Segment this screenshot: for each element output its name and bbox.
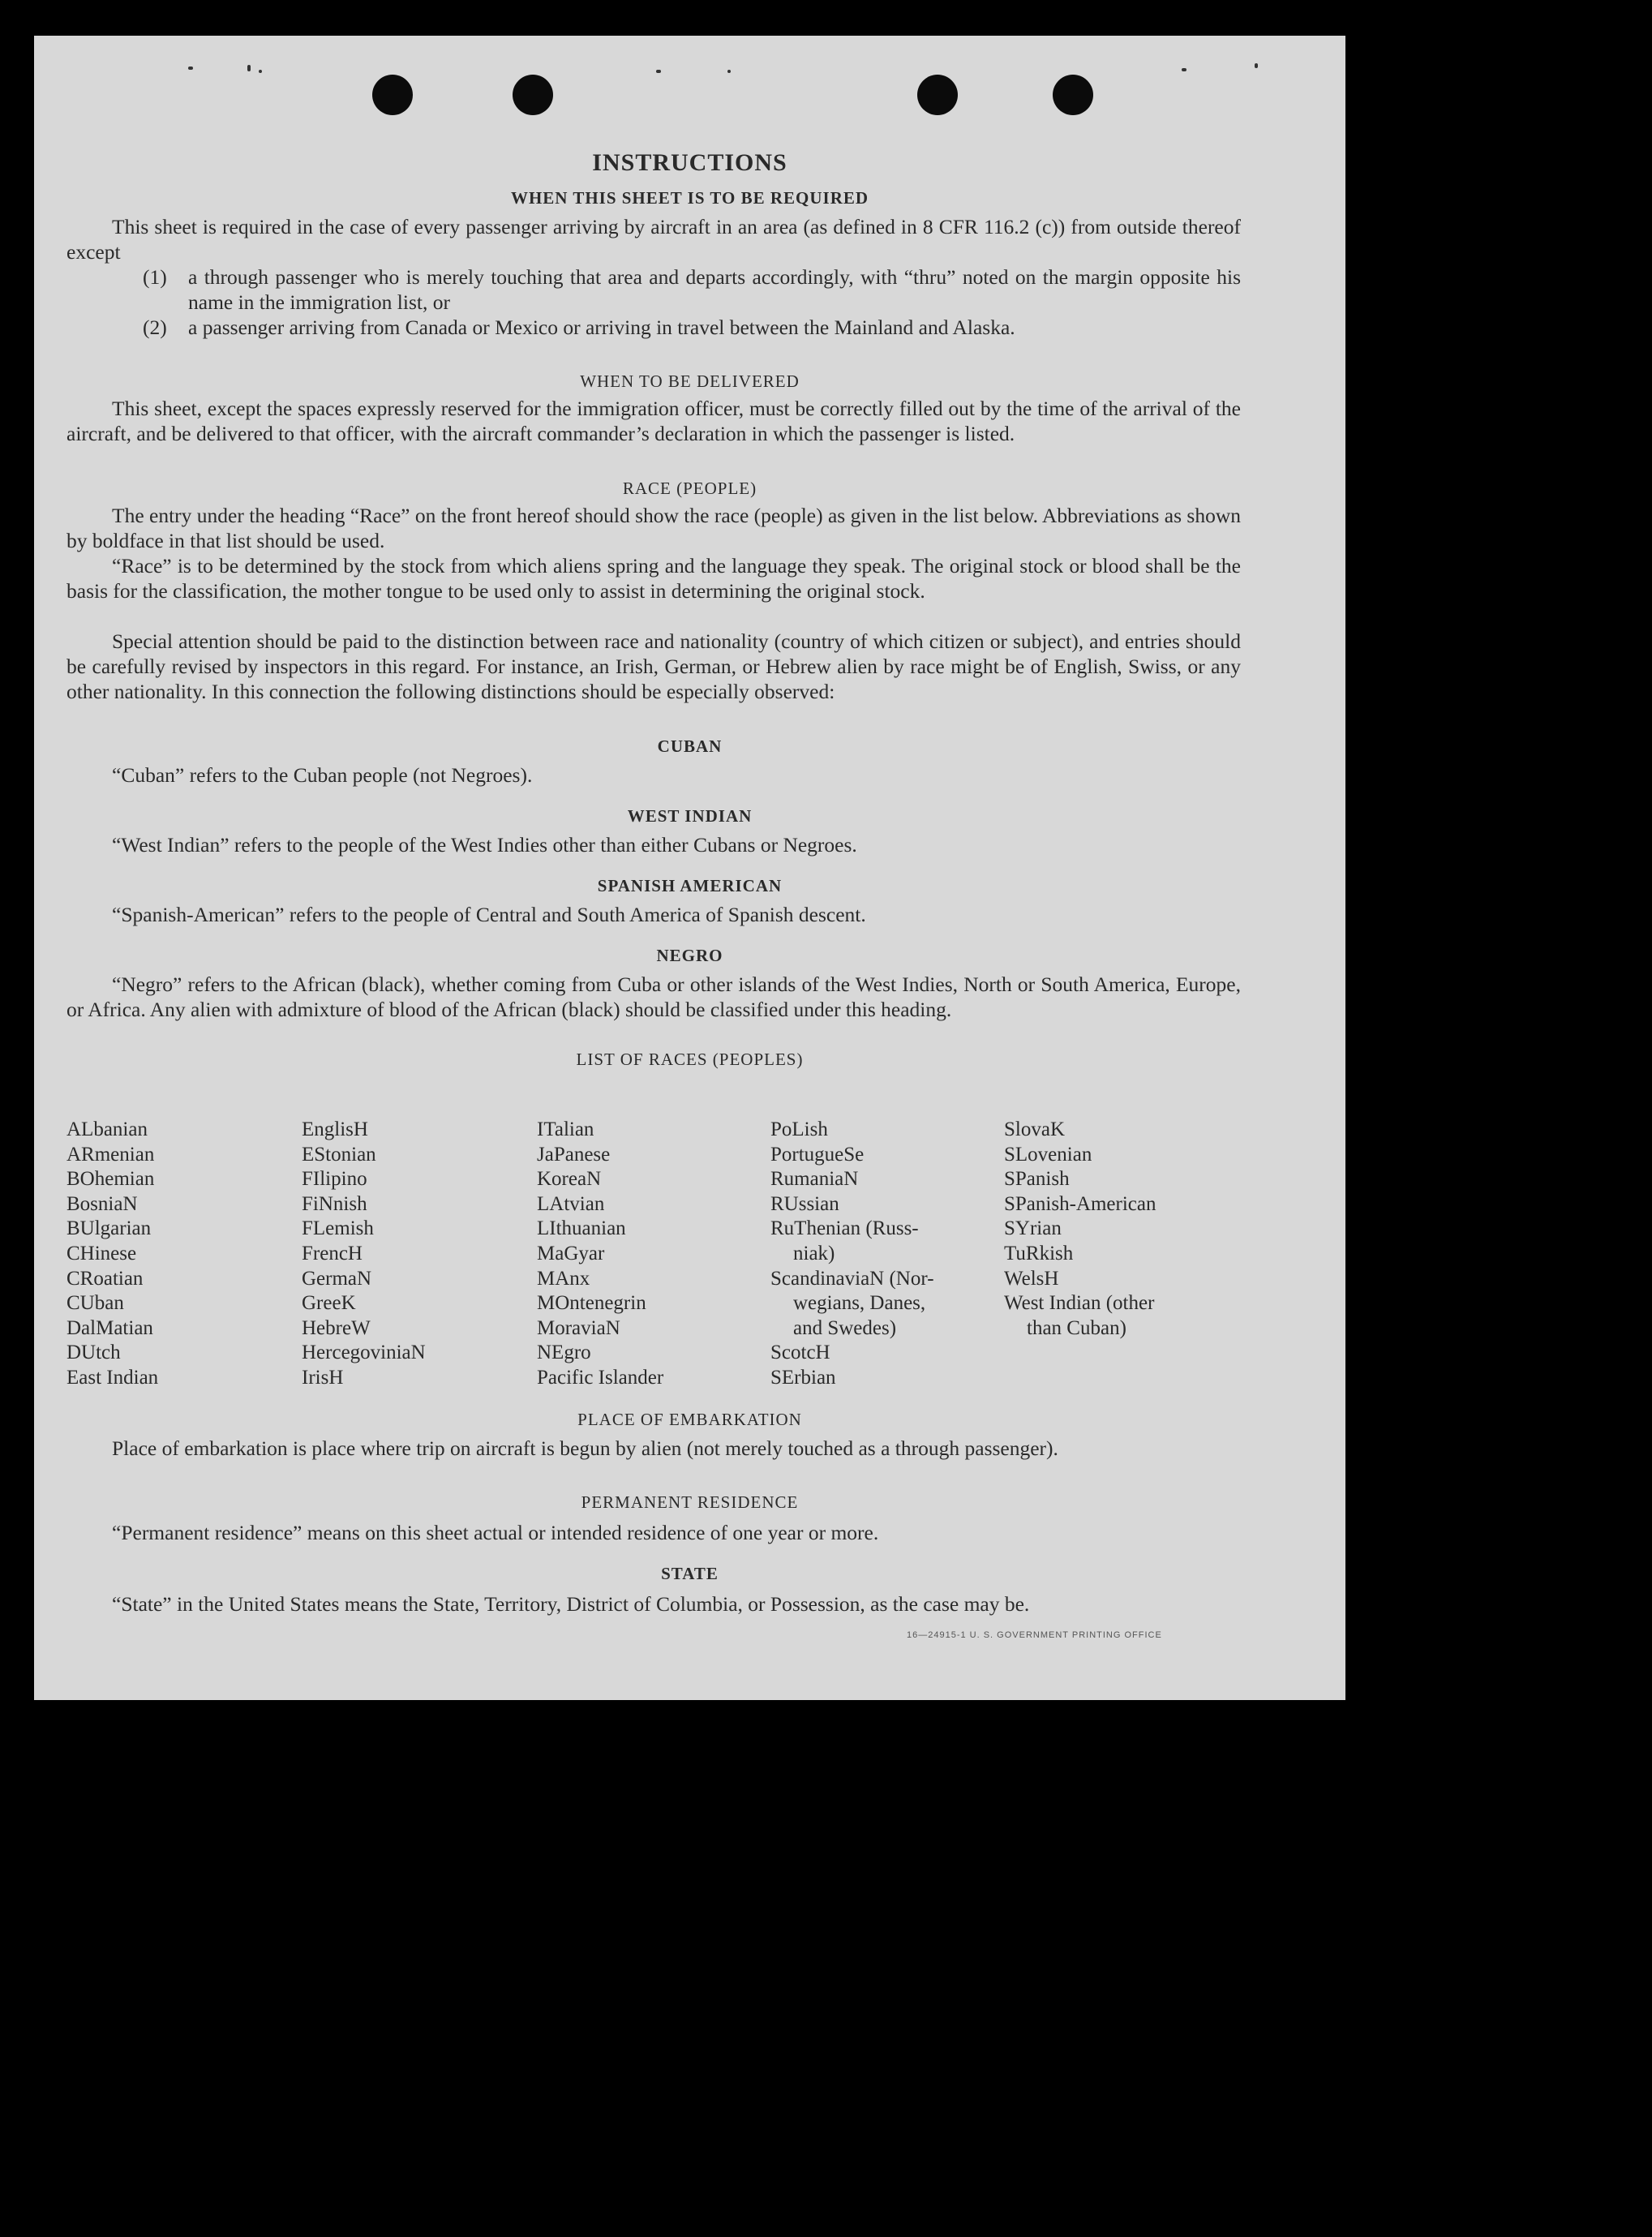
- paragraph-spanish-american: “Spanish-American” refers to the people of Central and South America of Spanish descent.: [112, 903, 866, 926]
- races-list: [67, 1118, 1251, 1393]
- race-entry: FLemish: [302, 1217, 374, 1240]
- race-entry: BOhemian: [67, 1168, 155, 1191]
- paragraph-negro: “Negro” refers to the African (black), whether coming from Cuba or other islands of the West Indies, North or South America, Europe, or Africa. Any alien with admixture of blood of the African (black) should be classified under this heading.: [67, 973, 1241, 1021]
- paragraph-embarkation: Place of embarkation is place where trip on aircraft is begun by alien (not merely touched as a through passenger).: [112, 1436, 1058, 1460]
- item-number: (2): [143, 316, 167, 339]
- race-entry: SlovaK: [1004, 1118, 1065, 1140]
- heading-races: LIST OF RACES (PEOPLES): [576, 1050, 804, 1069]
- punch-hole: [917, 75, 958, 115]
- race-entry: FrencH: [302, 1242, 363, 1264]
- race-entry: LIthuanian: [537, 1217, 626, 1240]
- speck: [188, 67, 193, 70]
- race-entry: and Swedes): [793, 1316, 897, 1339]
- heading-required: WHEN THIS SHEET IS TO BE REQUIRED: [510, 188, 869, 208]
- race-entry: ScandinaviaN (Nor-: [770, 1267, 934, 1290]
- race-entry: SPanish-American: [1004, 1192, 1156, 1215]
- paragraph-state: “State” in the United States means the State, Territory, District of Columbia, or Possession, as the case may be.: [112, 1592, 1030, 1616]
- race-entry: NEgro: [537, 1342, 591, 1364]
- paragraph-cuban: “Cuban” refers to the Cuban people (not Negroes).: [112, 763, 533, 787]
- race-entry: FIlipino: [302, 1168, 367, 1191]
- race-entry: BosniaN: [67, 1192, 138, 1215]
- race-entry: Pacific Islander: [537, 1366, 664, 1389]
- speck: [247, 65, 251, 71]
- paragraph-race-2: “Race” is to be determined by the stock from which aliens spring and the language they speak. The original stock or blood shall be the basis for the classification, the mother tongue to be used only to assist in determining the original stock.: [67, 554, 1241, 603]
- heading-cuban: CUBAN: [657, 736, 723, 756]
- heading-west-indian: WEST INDIAN: [627, 806, 753, 826]
- race-entry: RuThenian (Russ-: [770, 1217, 919, 1240]
- printer-code: 16—24915-1 U. S. GOVERNMENT PRINTING OFFICE: [907, 1630, 1162, 1640]
- race-entry: ARmenian: [67, 1143, 155, 1166]
- race-entry: CUban: [67, 1292, 124, 1315]
- race-entry: HebreW: [302, 1316, 371, 1339]
- paragraph-west-indian: “West Indian” refers to the people of the West Indies other than either Cubans or Negroes.: [112, 833, 857, 857]
- list-item: [143, 264, 1241, 315]
- speck: [1182, 68, 1186, 71]
- race-entry: FiNnish: [302, 1192, 367, 1215]
- race-entry: PoLish: [770, 1118, 828, 1140]
- race-entry: MoraviaN: [537, 1316, 620, 1339]
- heading-residence: PERMANENT RESIDENCE: [581, 1492, 799, 1512]
- item-number: (1): [143, 265, 167, 289]
- speck: [727, 70, 731, 73]
- race-entry: ITalian: [537, 1118, 594, 1140]
- races-column: [1004, 1118, 1156, 1341]
- punch-hole: [513, 75, 553, 115]
- race-entry: wegians, Danes,: [793, 1292, 926, 1315]
- race-entry: JaPanese: [537, 1143, 611, 1166]
- races-column: [302, 1118, 426, 1391]
- race-entry: ScotcH: [770, 1342, 830, 1364]
- race-entry: CRoatian: [67, 1267, 144, 1290]
- race-entry: SYrian: [1004, 1217, 1062, 1240]
- heading-spanish-american: SPANISH AMERICAN: [597, 876, 783, 895]
- paragraph-required-intro: This sheet is required in the case of every passenger arriving by aircraft in an area (as defined in 8 CFR 116.2 (c)) from outside thereof except: [67, 215, 1241, 264]
- race-entry: PortugueSe: [770, 1143, 865, 1166]
- race-entry: RUssian: [770, 1192, 839, 1215]
- race-entry: than Cuban): [1027, 1316, 1126, 1339]
- race-entry: GreeK: [302, 1292, 356, 1315]
- heading-negro: NEGRO: [656, 946, 723, 965]
- race-entry: TuRkish: [1004, 1242, 1074, 1264]
- race-entry: SErbian: [770, 1366, 836, 1389]
- item-text: a passenger arriving from Canada or Mexico or arriving in travel between the Mainland and Alaska.: [188, 316, 1015, 339]
- race-entry: DalMatian: [67, 1316, 153, 1339]
- races-column: [770, 1118, 934, 1391]
- race-entry: East Indian: [67, 1366, 159, 1389]
- race-entry: SPanish: [1004, 1168, 1070, 1191]
- race-entry: BUlgarian: [67, 1217, 152, 1240]
- document-title: INSTRUCTIONS: [592, 149, 787, 176]
- document-sheet: [34, 36, 1345, 1700]
- speck: [1255, 63, 1258, 68]
- paragraph-delivered: This sheet, except the spaces expressly reserved for the immigration officer, must be correctly filled out by the time of the arrival of the aircraft, and be delivered to that officer, with the aircraft commander’s declaration in which the passenger is listed.: [67, 397, 1241, 445]
- speck: [259, 70, 262, 73]
- speck: [656, 70, 661, 73]
- races-column: [537, 1118, 663, 1391]
- race-entry: WelsH: [1004, 1267, 1059, 1290]
- race-entry: GermaN: [302, 1267, 372, 1290]
- race-entry: MAnx: [537, 1267, 590, 1290]
- heading-state: STATE: [661, 1564, 719, 1583]
- race-entry: niak): [793, 1242, 835, 1264]
- paragraph-race-1: The entry under the heading “Race” on the front hereof should show the race (people) as given in the list below. Abbreviations as shown by boldface in that list should be used.: [67, 504, 1241, 552]
- race-entry: RumaniaN: [770, 1168, 859, 1191]
- race-entry: CHinese: [67, 1242, 137, 1264]
- races-column: [67, 1118, 158, 1391]
- heading-race: RACE (PEOPLE): [622, 479, 757, 498]
- race-entry: EnglisH: [302, 1118, 368, 1140]
- item-text: a through passenger who is merely touching that area and departs accordingly, with “thru” noted on the margin opposite his name in the immigration list, or: [188, 265, 1241, 314]
- race-entry: KoreaN: [537, 1168, 602, 1191]
- paragraph-race-3: Special attention should be paid to the distinction between race and nationality (country of which citizen or subject), and entries should be carefully revised by inspectors in this regard. For instance, an Irish, German, or Hebrew alien by race might be of English, Swiss, or any other nationality. In this connection the following distinctions should be especially observed:: [67, 629, 1241, 703]
- punch-hole: [372, 75, 413, 115]
- race-entry: IrisH: [302, 1366, 344, 1389]
- paragraph-residence: “Permanent residence” means on this sheet actual or intended residence of one year or more.: [112, 1521, 879, 1544]
- race-entry: LAtvian: [537, 1192, 605, 1215]
- race-entry: MOntenegrin: [537, 1292, 646, 1315]
- race-entry: EStonian: [302, 1143, 376, 1166]
- race-entry: SLovenian: [1004, 1143, 1092, 1166]
- heading-embarkation: PLACE OF EMBARKATION: [577, 1410, 802, 1429]
- race-entry: ALbanian: [67, 1118, 148, 1140]
- race-entry: HercegoviniaN: [302, 1342, 426, 1364]
- punch-hole: [1053, 75, 1093, 115]
- heading-delivered: WHEN TO BE DELIVERED: [580, 371, 800, 391]
- race-entry: MaGyar: [537, 1242, 605, 1264]
- race-entry: West Indian (other: [1004, 1292, 1155, 1315]
- list-item: [143, 315, 1241, 340]
- race-entry: DUtch: [67, 1342, 121, 1364]
